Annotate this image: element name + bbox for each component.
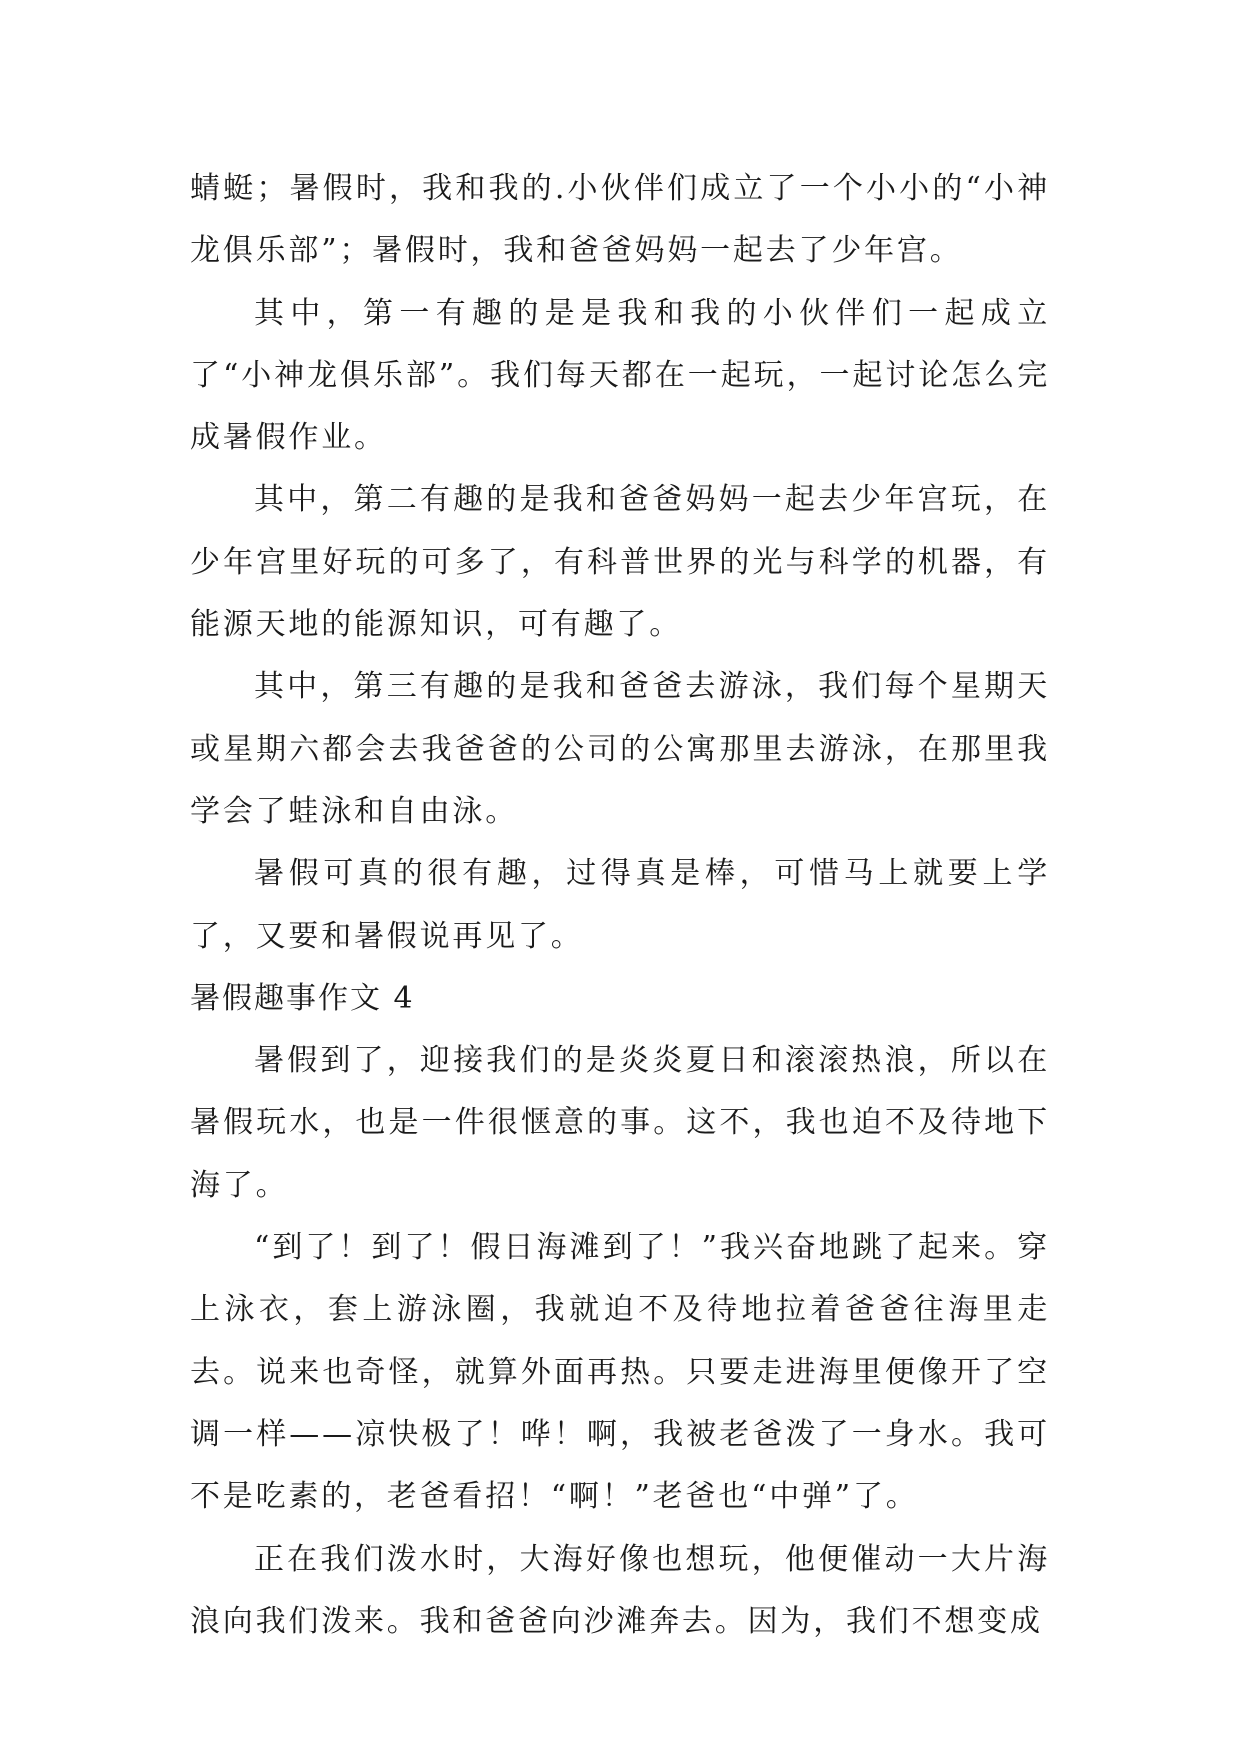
- document-body: [190, 158, 1050, 1653]
- paragraph-1: 蜻蜓；暑假时，我和我的.小伙伴们成立了一个小小的“小神龙俱乐部”；暑假时，我和爸爸妈妈一起去了少年宫。: [190, 171, 1050, 269]
- paragraph-7: “到了！到了！假日海滩到了！”我兴奋地跳了起来。穿上泳衣，套上游泳圈，我就迫不及待地拉着爸爸往海里走去。说来也奇怪，就算外面再热。只要走进海里便像开了空调一样——凉快极了！哗！啊，我被老爸泼了一身水。我可不是吃素的，老爸看招！“啊！”老爸也“中弹”了。: [190, 1230, 1050, 1515]
- paragraph-4: 其中，第三有趣的是我和爸爸去游泳，我们每个星期天或星期六都会去我爸爸的公司的公寓那里去游泳，在那里我学会了蛙泳和自由泳。: [190, 669, 1050, 829]
- essay-heading: 暑假趣事作文 4: [190, 980, 415, 1016]
- paragraph-5: 暑假可真的很有趣，过得真是棒，可惜马上就要上学了，又要和暑假说再见了。: [190, 856, 1050, 954]
- paragraph-6: 暑假到了，迎接我们的是炎炎夏日和滚滚热浪，所以在暑假玩水，也是一件很惬意的事。这不，我也迫不及待地下海了。: [190, 1043, 1050, 1203]
- paragraph-3: 其中，第二有趣的是我和爸爸妈妈一起去少年宫玩，在少年宫里好玩的可多了，有科普世界的光与科学的机器，有能源天地的能源知识，可有趣了。: [190, 482, 1050, 643]
- paragraph-8: 正在我们泼水时，大海好像也想玩，他便催动一大片海浪向我们泼来。我和爸爸向沙滩奔去。因为，我们不想变成: [190, 1541, 1050, 1639]
- paragraph-2: 其中，第一有趣的是是我和我的小伙伴们一起成立了“小神龙俱乐部”。我们每天都在一起玩，一起讨论怎么完成暑假作业。: [190, 295, 1050, 456]
